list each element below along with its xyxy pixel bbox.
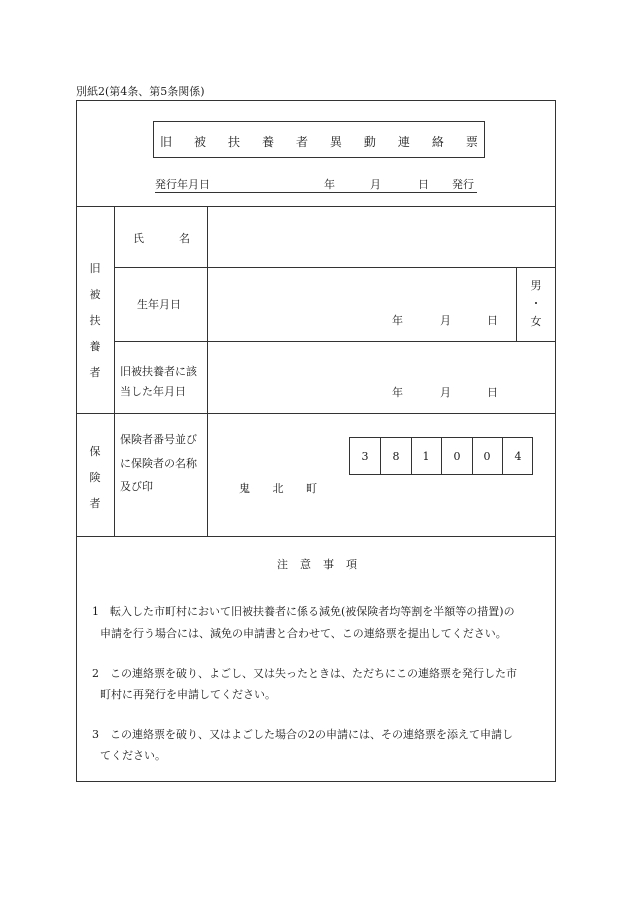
note-item-3-line1: 3 この連絡票を破り、又はよごした場合の2の申請には、その連絡票を添えて申請し [92,728,513,741]
insurer-label-line2: に保険者の名称 [120,457,197,470]
section-char: 被 [89,288,101,301]
issue-year-label: 年 [324,178,335,191]
gender-male-option[interactable]: 男 [530,279,542,292]
notes-heading-char: 事 [323,558,334,571]
insurer-name [239,480,317,496]
section-char: 者 [89,497,101,510]
insurer-section-label [76,439,114,517]
issue-date-underline [155,192,477,193]
note-item-2-line1: 2 この連絡票を破り、よごし、又は失ったときは、ただちにこの連絡票を発行した市 [92,667,517,680]
notes-heading-char: 注 [277,558,288,571]
qualify-date-label-line2: 当した年月日 [120,385,186,398]
insurer-number-digit: 1 [422,449,430,463]
title-char: 絡 [431,135,444,149]
qualify-month-label: 月 [440,386,451,399]
insurer-number-digit: 0 [483,449,491,463]
title-char: 者 [295,135,308,149]
birthdate-field[interactable] [208,268,515,340]
title-char: 旧 [160,135,173,149]
insurer-number-digit: 4 [514,449,522,463]
title-char: 票 [465,135,478,149]
insurer-label-line3: 及び印 [120,480,153,493]
gender-selector[interactable] [517,277,555,331]
insurer-number-digit: 0 [453,449,461,463]
notes-heading-char: 項 [346,558,357,571]
section-char: 者 [89,366,101,379]
title-char: 扶 [227,135,240,149]
note-item-3-line2: てください。 [100,749,166,762]
section-char: 扶 [89,314,101,327]
title-char: 動 [363,135,376,149]
note-item-1-line1: 1 転入した市町村において旧被扶養者に係る減免(被保険者均等割を半額等の措置)の [92,605,515,618]
section-char: 保 [89,445,101,458]
section-char: 険 [89,471,101,484]
insurer-name-char: 鬼 [239,482,250,495]
title-char: 異 [329,135,342,149]
note-item-1-line2: 申請を行う場合には、減免の申請書と合わせて、この連絡票を提出してください。 [100,627,507,640]
insurer-number-digit: 3 [361,449,369,463]
title-char: 養 [261,135,274,149]
qualify-day-label: 日 [487,386,498,399]
notes-heading [277,556,357,572]
form-title [160,133,478,150]
section-char: 養 [89,340,101,353]
birthdate-label: 生年月日 [137,298,181,311]
qualify-date-field[interactable] [208,342,555,412]
title-char: 被 [193,135,206,149]
notes-heading-char: 意 [300,558,311,571]
insurer-label-line1: 保険者番号並び [120,433,197,446]
birth-year-label: 年 [392,314,403,327]
qualify-year-label: 年 [392,386,403,399]
insurer-name-char: 北 [272,482,284,495]
divider [76,536,556,537]
issue-date-label: 発行年月日 [155,178,210,191]
column-divider [114,206,115,536]
section-char: 旧 [89,262,101,275]
insurer-name-char: 町 [306,482,317,495]
annex-label: 別紙2(第4条、第5条関係) [76,85,205,98]
insurer-number-box [349,437,533,475]
issue-suffix-label: 発行 [452,178,474,191]
birth-day-label: 日 [487,314,498,327]
name-label-surname: 氏 [133,232,144,245]
divider [76,413,556,414]
dependent-section-label [76,256,114,386]
name-field[interactable] [208,207,555,266]
note-item-2-line2: 町村に再発行を申請してください。 [100,688,276,701]
gender-separator: ・ [530,297,542,310]
gender-female-option[interactable]: 女 [530,315,542,328]
issue-month-label: 月 [370,178,381,191]
name-label-given: 名 [179,232,190,245]
qualify-date-label-line1: 旧被扶養者に該 [120,365,197,378]
issue-day-label: 日 [418,178,429,191]
insurer-number-digit: 8 [392,449,400,463]
title-char: 連 [397,135,410,149]
birth-month-label: 月 [440,314,451,327]
